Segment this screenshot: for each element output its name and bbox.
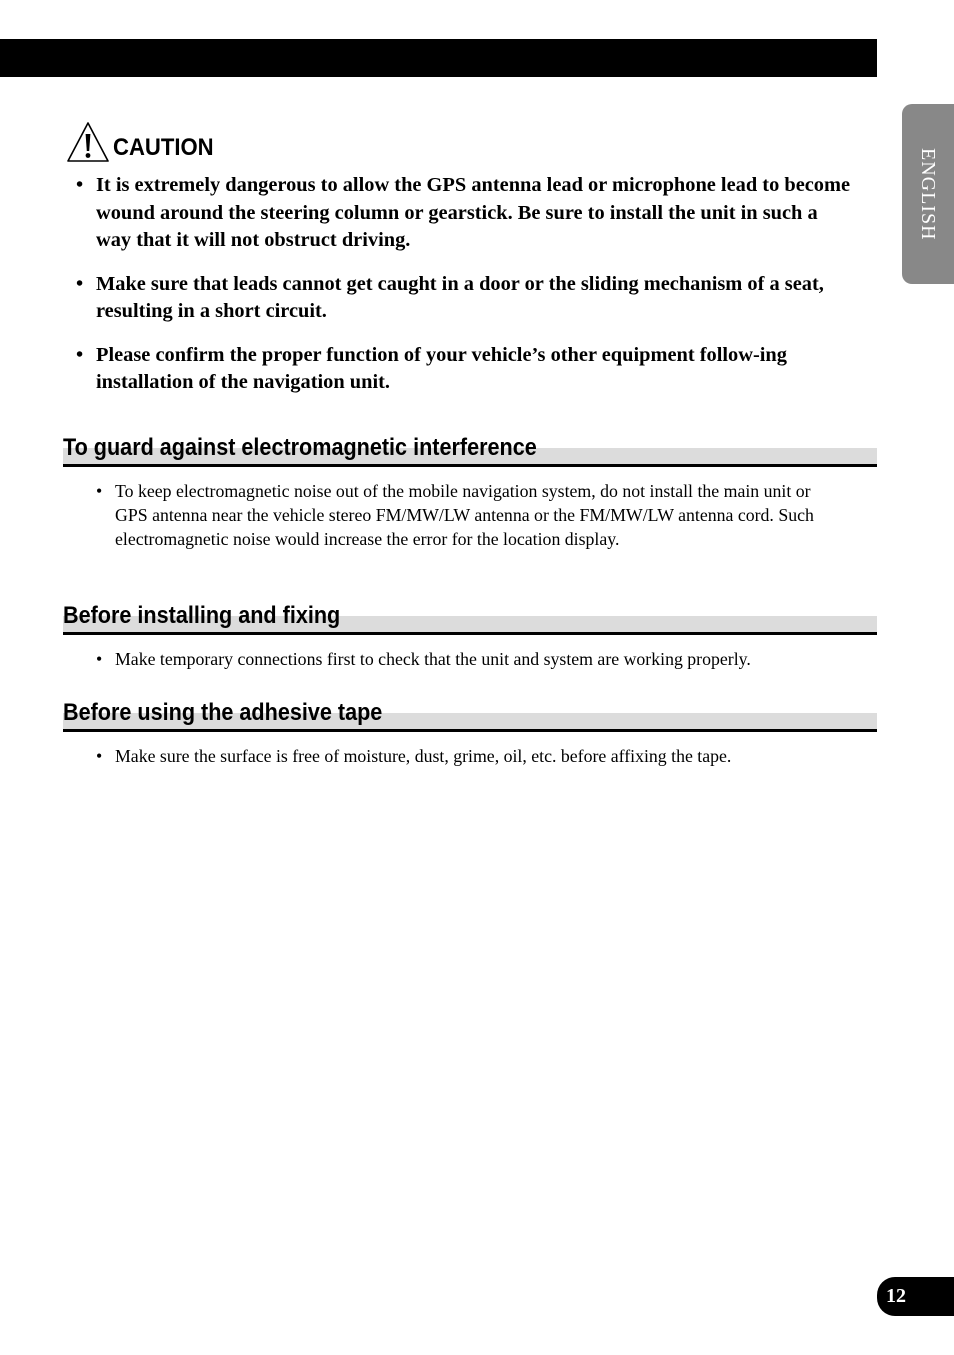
list-item	[63, 479, 845, 551]
section-adhesive-tape	[63, 695, 877, 768]
section-electromagnetic-interference	[63, 430, 877, 551]
page-number: 12	[877, 1277, 954, 1316]
section-before-installing	[63, 598, 877, 671]
bullet: •	[76, 272, 84, 295]
caution-heading	[66, 116, 222, 164]
section-heading	[63, 695, 877, 732]
section-title: Before installing and fixing	[63, 602, 341, 629]
language-tab-label: ENGLISH	[917, 147, 939, 241]
section-title: Before using the adhesive tape	[63, 699, 383, 726]
section-list	[63, 479, 877, 551]
bullet: •	[76, 343, 84, 366]
bullet: •	[96, 649, 103, 669]
list-item-text: To keep electromagnetic noise out of the mobile navigation system, do not install the main unit or GPS antenna near the vehicle stereo FM/MW/LW antenna or the FM/MW/LW antenna cord. Such electromagnetic noise would increase the error for the location display.	[115, 481, 814, 549]
caution-item	[76, 271, 856, 326]
caution-item	[76, 342, 856, 397]
warning-triangle-icon	[66, 120, 110, 164]
section-list	[63, 744, 877, 768]
list-item-text: Make sure the surface is free of moisture, dust, grime, oil, etc. before affixing the tape.	[115, 746, 732, 766]
list-item	[63, 647, 845, 671]
caution-item-text: Make sure that leads cannot get caught in a door or the sliding mechanism of a seat, resulting in a short circuit.	[96, 272, 824, 322]
bullet: •	[76, 174, 84, 196]
caution-item-text: It is extremely dangerous to allow the GPS antenna lead or microphone lead to become wound around the steering column or gearstick. Be sure to install the unit in such a way that it will not obstruct driving.	[96, 174, 851, 251]
section-heading	[63, 598, 877, 635]
section-title: To guard against electromagnetic interference	[63, 434, 537, 461]
caution-item	[76, 172, 856, 255]
language-tab	[902, 104, 954, 284]
header-bar	[0, 39, 877, 77]
list-item-text: Make temporary connections first to check that the unit and system are working properly.	[115, 649, 751, 669]
section-heading	[63, 430, 877, 467]
caution-title: CAUTION	[113, 134, 214, 161]
list-item	[63, 744, 845, 768]
bullet: •	[96, 746, 103, 766]
caution-item-text: Please confirm the proper function of your vehicle’s other equipment follow-ing installation of the navigation unit.	[96, 343, 787, 393]
section-list	[63, 647, 877, 671]
bullet: •	[96, 481, 103, 501]
caution-list	[76, 172, 856, 413]
